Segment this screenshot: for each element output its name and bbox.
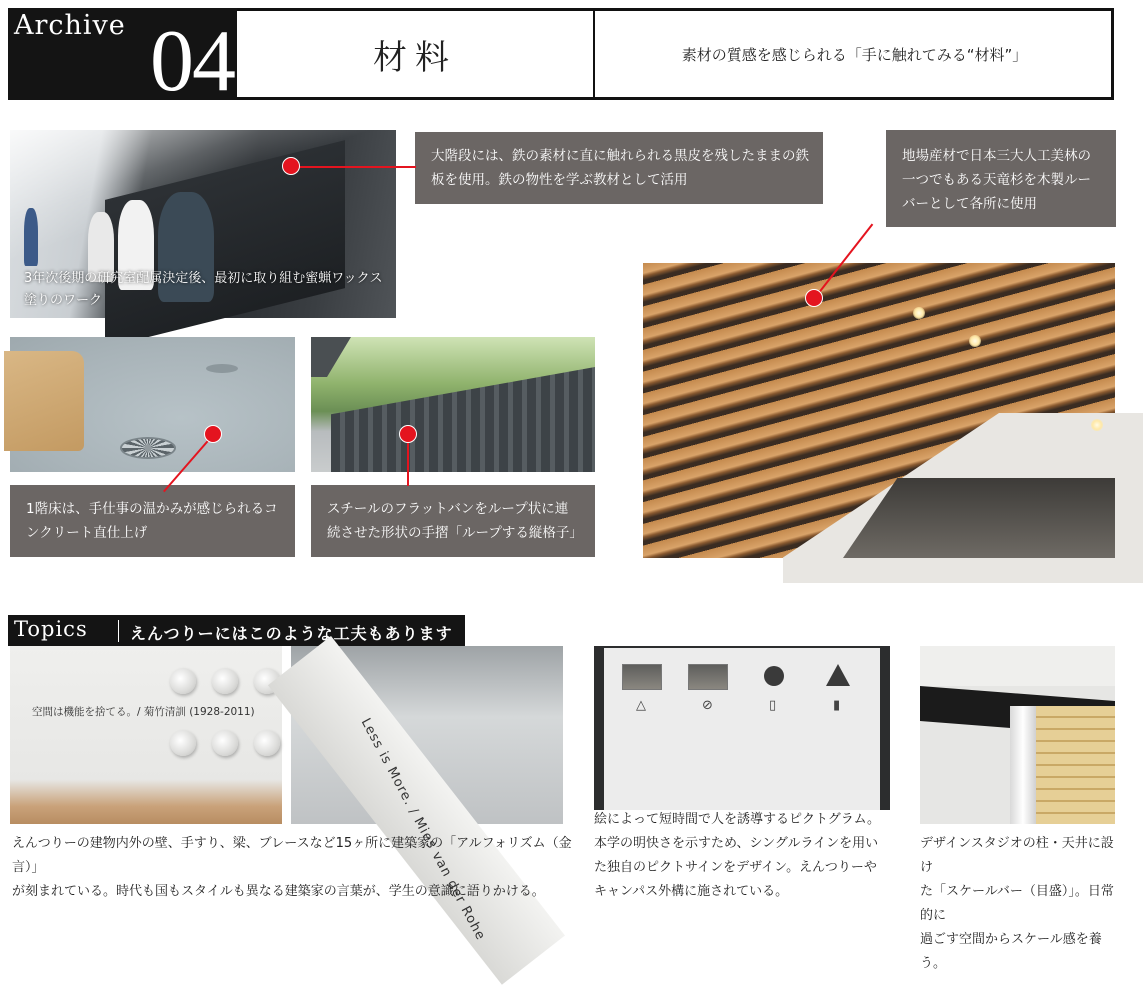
photo-cedar-louver-ceiling [643,263,1115,558]
ceiling-light [969,335,981,347]
floor-vent [206,364,238,373]
topic-text-line: えんつりーの建物内外の壁、手すり、梁、ブレースなど15ヶ所に建築家の「アルフォリズム（金言）」 [12,836,572,875]
ceiling [920,646,1115,686]
callout-line: 大階段には、鉄の素材に直に触れられる黒皮を残したままの鉄 [431,148,809,164]
callout-loop-handrail [311,485,595,557]
topic-text-scale-bar [920,832,1120,976]
photo-scale-bar [920,646,1115,824]
photo-engraved-beam [291,646,563,944]
topic-text-line: 過ごす空間からスケール感を養う。 [920,932,1102,971]
flame-pictogram-icon: △ [636,698,646,713]
glass-wall [843,478,1115,558]
photo-grand-stairs [10,130,396,318]
battery-pictogram-icon: ▮ [833,698,841,713]
callout-line: 一つでもある天竜杉を木製ルー [902,172,1091,188]
scale-bar-column [1010,706,1036,824]
photo-concrete-floor [10,337,295,472]
marker-dot [399,425,417,443]
archive-word: Archive [14,10,126,41]
loop-handrail [331,367,595,472]
callout-tenryu-cedar [886,130,1116,227]
engraved-beam-text: Less is More. / Mies van der Rohe [357,716,489,944]
archive-number: 04 [150,13,234,110]
page-subtitle: 素材の質感を感じられる「手に触れてみる“材料”」 [681,46,1028,64]
callout-line: 1階床は、手仕事の温かみが感じられるコ [26,501,278,517]
page-title: 材料 [373,38,457,78]
bolt [170,668,196,694]
bolt [212,730,238,756]
marker-dot [204,425,222,443]
topics-divider [118,620,119,642]
callout-line: 地場産材で日本三大人工美林の [902,148,1091,164]
bottle-pictogram-icon: ▯ [769,698,777,713]
topic-text-line: 絵によって短時間で人を誘導するピクトグラム。 [594,812,881,827]
callout-line: スチールのフラットバンをループ状に連 [327,501,569,517]
topic-text-line: デザインスタジオの柱・天井に設け [920,836,1114,875]
marker-dot [282,157,300,175]
stairs-caption-line: 3年次後期の研究室配属決定後、最初に取り組む蜜蝋ワックス [24,271,383,286]
leader-line [292,166,416,168]
slot-icon [688,664,728,690]
student-figure [24,208,38,266]
bolt [170,730,196,756]
floor-vent [120,437,176,459]
topic-text-aphorism [12,832,572,904]
photo-loop-handrail [311,337,595,472]
callout-iron-plate [415,132,823,204]
topic-text-line: が刻まれている。時代も国もスタイルも異なる建築家の言葉が、学生の意識に語りかける。 [12,884,545,899]
callout-line: ンクリート直仕上げ [26,525,148,541]
topic-text-line: た独自のピクトサインをデザイン。えんつりーや [594,860,877,875]
topic-text-line: 本学の明快さを示すため、シングルラインを用い [594,836,879,851]
bolt [254,730,280,756]
circle-icon [764,666,784,686]
callout-concrete-floor [10,485,295,557]
callout-line: 板を使用。鉄の物性を学ぶ教材として活用 [431,172,688,188]
stairs-caption [24,268,394,312]
wooden-board [4,351,84,451]
roof-edge [311,337,351,377]
bolt [212,668,238,694]
ceiling-light [1091,419,1103,431]
stairs-caption-line: 塗りのワーク [24,293,103,308]
callout-line: 続させた形状の手摺「ループする縦格子」 [327,525,583,541]
photo-pictogram-sign [594,646,890,810]
photo-engraved-steel [10,646,282,824]
wood-stack [1032,706,1115,824]
callout-line: バーとして各所に使用 [902,196,1037,212]
topic-text-line: た「スケールバー（目盛）」。日常的に [920,884,1114,923]
marker-dot [805,289,823,307]
engraved-quote: 空間は機能を捨てる。/ 菊竹清訓 (1928-2011) [32,706,255,718]
topics-word: Topics [14,617,88,641]
no-flame-pictogram-icon: ⊘ [702,698,713,713]
slot-icon [622,664,662,690]
triangle-icon [826,664,850,686]
topics-subtitle: えんつりーにはこのような工夫もあります [130,624,453,643]
ceiling-light [913,307,925,319]
topic-text-pictogram [594,808,894,904]
topic-text-line: キャンパス外構に施されている。 [594,884,789,899]
